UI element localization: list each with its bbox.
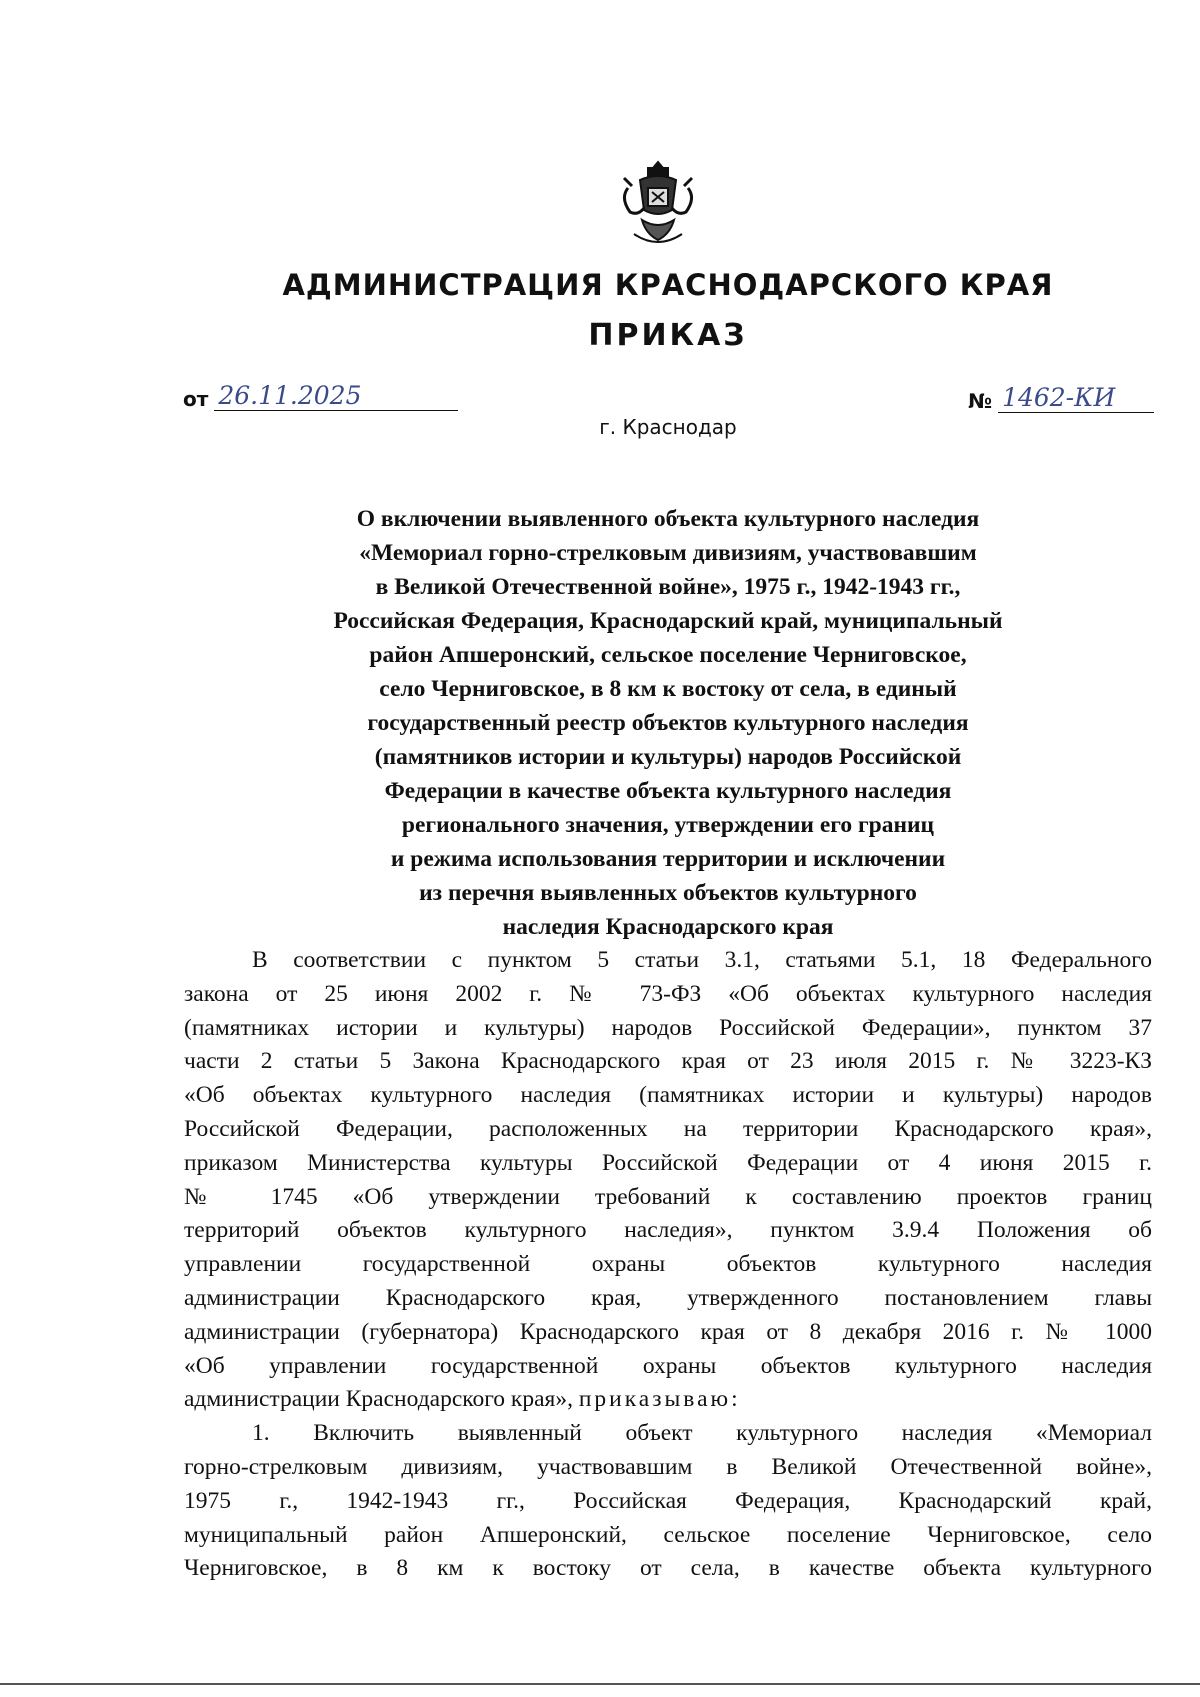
heading-line: в Великой Отечественной войне», 1975 г., 1942-1943 гг., — [375, 574, 961, 600]
heading-line: Российская Федерация, Краснодарский край, муниципальный — [333, 608, 1003, 634]
preamble-line: закона от 25 июня 2002 г. № 73-ФЗ «Об объектах культурного наследия — [184, 980, 1152, 1007]
preamble-line: управлении государственной охраны объектов культурного наследия — [184, 1251, 1152, 1278]
preamble-line: «Об управлении государственной охраны объектов культурного наследия — [184, 1352, 1152, 1379]
handwritten-date: 26.11.2025 — [214, 383, 458, 411]
preamble-line: части 2 статьи 5 Закона Краснодарского края от 23 июля 2015 г. № 3223-КЗ — [184, 1048, 1152, 1075]
heading-line: Федерации в качестве объекта культурного наследия — [384, 778, 952, 804]
city-name: г. Краснодар — [599, 415, 737, 439]
number-prefix: № — [968, 389, 993, 413]
heading-line: наследия Краснодарского края — [502, 914, 834, 940]
document-number-line — [968, 385, 1154, 413]
heading-line: «Мемориал горно-стрелковым дивизиям, участвовавшим — [359, 540, 977, 566]
heading-line: регионального значения, утверждении его границ — [401, 812, 935, 838]
preamble-line: № 1745 «Об утверждении требований к составлению проектов границ — [184, 1183, 1152, 1210]
heading-line: село Черниговское, в 8 км к востоку от села, в единый — [379, 676, 957, 702]
heading-line: О включении выявленного объекта культурного наследия — [356, 506, 980, 532]
document-heading — [240, 502, 1096, 944]
item-1-line: горно-стрелковым дивизиям, участвовавшим в Великой Отечественной войне», — [184, 1453, 1152, 1480]
item-1-line: 1. Включить выявленный объект культурного наследия «Мемориал — [252, 1420, 1152, 1447]
order-word: приказываю: — [578, 1386, 741, 1413]
heading-line: государственный реестр объектов культурного наследия — [367, 710, 969, 736]
preamble-line: В соответствии с пунктом 5 статьи 3.1, статьями 5.1, 18 Федерального — [252, 947, 1152, 973]
item-1-line: муниципальный район Апшеронский, сельское поселение Черниговское, село — [184, 1521, 1152, 1548]
organization-title: АДМИНИСТРАЦИЯ КРАСНОДАРСКОГО КРАЯ — [282, 268, 1054, 302]
preamble-line: администрации Краснодарского края, утвержденного постановлением главы — [184, 1284, 1152, 1311]
heading-line: район Апшеронский, сельское поселение Черниговское, — [369, 642, 967, 668]
page-bottom-rule — [0, 1683, 1200, 1685]
preamble-last-line — [184, 1383, 1152, 1417]
coat-of-arms-emblem — [618, 158, 698, 248]
item-1-line: 1975 г., 1942-1943 гг., Российская Федерация, Краснодарский край, — [184, 1487, 1152, 1514]
preamble-line: (памятниках истории и культуры) народов Российской Федерации», пунктом 37 — [184, 1014, 1152, 1041]
preamble-line: «Об объектах культурного наследия (памятниках истории и культуры) народов — [184, 1082, 1152, 1109]
preamble-line: администрации (губернатора) Краснодарского края от 8 декабря 2016 г. № 1000 — [184, 1318, 1152, 1345]
document-type: ПРИКАЗ — [588, 318, 748, 353]
heading-line: из перечня выявленных объектов культурного — [419, 880, 917, 906]
preamble-line: территорий объектов культурного наследия», пунктом 3.9.4 Положения об — [184, 1217, 1152, 1244]
heading-line: и режима использования территории и исключении — [390, 846, 946, 872]
date-prefix: от — [183, 387, 209, 411]
preamble-line: приказом Министерства культуры Российской Федерации от 4 июня 2015 г. — [184, 1149, 1152, 1176]
heading-line: (памятников истории и культуры) народов Российской — [374, 744, 962, 770]
preamble-last-text: администрации Краснодарского края», — [184, 1386, 573, 1413]
handwritten-number: 1462-КИ — [998, 385, 1154, 413]
preamble-line: Российской Федерации, расположенных на территории Краснодарского края», — [184, 1115, 1152, 1142]
document-body — [184, 944, 1152, 1586]
document-date-line — [183, 383, 458, 411]
item-1-line: Черниговское, в 8 км к востоку от села, в качестве объекта культурного — [184, 1555, 1152, 1582]
